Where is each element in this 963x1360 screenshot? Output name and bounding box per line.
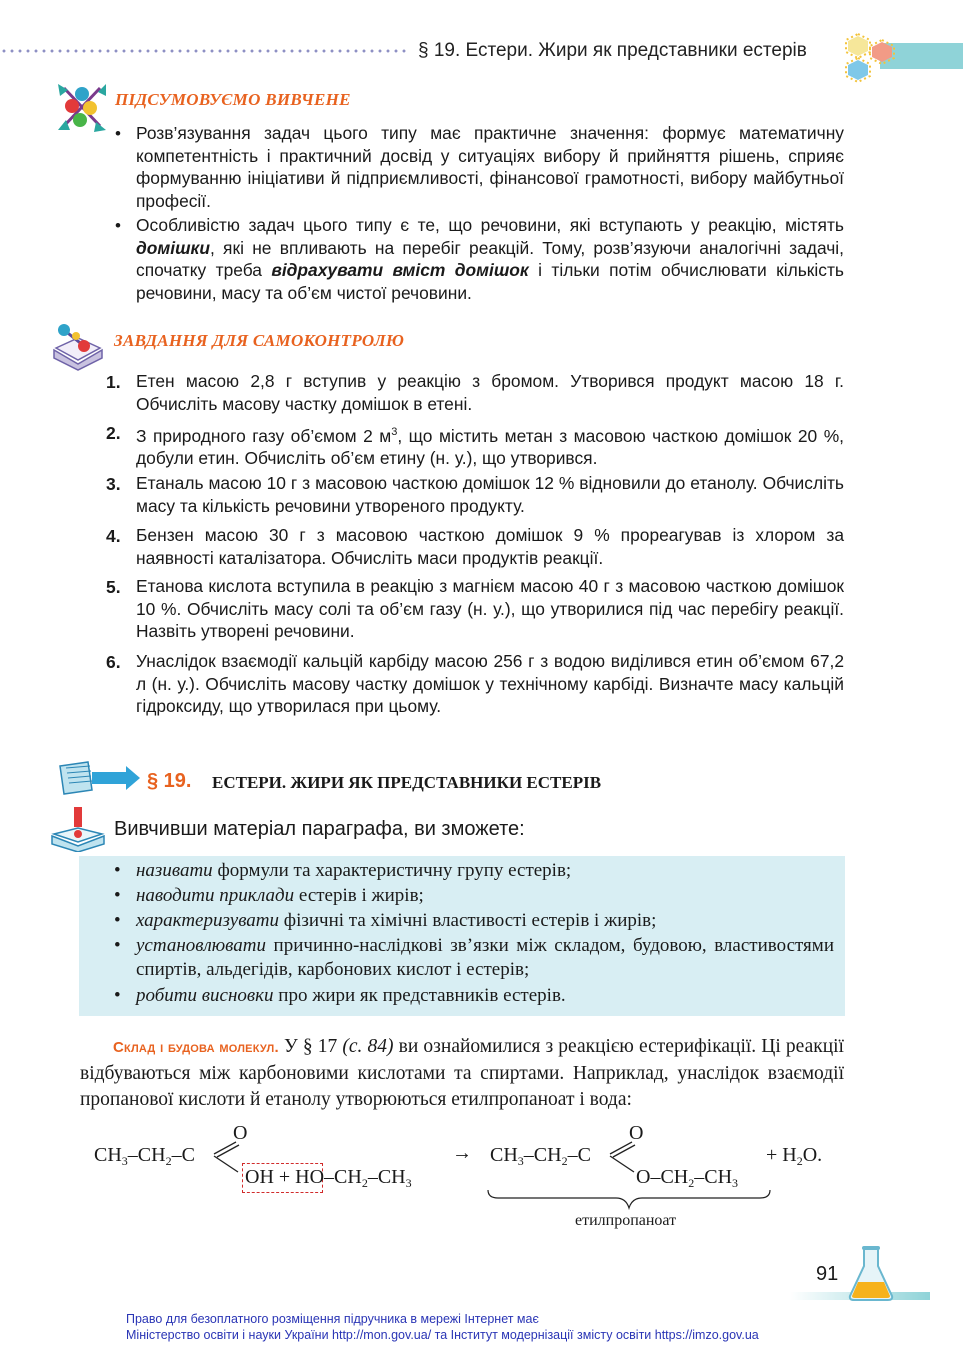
product-brace <box>484 1188 774 1212</box>
carbonyl-bonds-left <box>212 1140 242 1174</box>
bullet-dot: • <box>115 124 121 143</box>
ester-alkoxy-group: $O-CH_2-CH_3$ <box>636 1166 739 1190</box>
acid-formula: $CH_3-CH_2-C$ <box>94 1144 195 1168</box>
page-number: 91 <box>816 1263 839 1285</box>
task-6: Унаслідок взаємодії кальцій карбіду масою 256 г з водою виділився етин об’ємом 67,2 л (н. у.). Обчисліть масову частку домішок у технічному карбіді. Визначте масу кальцій гідроксиду, що утворилася при цьому. <box>136 651 844 716</box>
task-4: Бензен масою 30 г з масовою часткою домішок 9 % прореагував із хлором за наявності каталізатора. Обчисліть маси продуктів реакції. <box>136 525 844 568</box>
summary-icon <box>54 80 110 134</box>
goal-1: називати формули та характеристичну групу естерів; <box>136 860 572 881</box>
task-number: 5. <box>106 577 121 597</box>
goal-bullet: • <box>114 910 121 931</box>
section-number: § 19. <box>147 770 192 792</box>
goal-4: установлювати причинно-наслідкові зв’язки між складом, будовою, властивостями спиртів, альдегідів, карбонових кислот і естерів; <box>136 935 834 980</box>
task-3: Етаналь масою 10 г з масовою часткою домішок 12 % відновили до етанолу. Обчисліть масу та кількість речовини утвореного продукту. <box>136 473 844 516</box>
oxygen-right: O <box>629 1122 644 1144</box>
task-number: 2. <box>106 423 121 443</box>
brace-label: етилпропаноат <box>575 1212 677 1229</box>
ester-formula: $CH_3-CH_2-C$ <box>490 1144 591 1168</box>
task-number: 4. <box>106 526 121 546</box>
section-intro: Вивчивши матеріал параграфа, ви зможете: <box>114 818 525 840</box>
oxygen-left: O <box>233 1122 248 1144</box>
section-title: ЕСТЕРИ. ЖИРИ ЯК ПРЕДСТАВНИКИ ЕСТЕРІВ <box>212 773 602 792</box>
goal-3: характеризувати фізичні та хімічні властивості естерів і жирів; <box>136 910 657 931</box>
body-paragraph: Склад і будова молекул. У § 17 (с. 84) ви ознайомилися з реакцією естерифікації. Ці реакції відбуваються між карбоновими кислотами та спиртами. Наприклад, унаслідок взаємодії пропанової кислоти й етанолу утворюються етилпропаноат і вода: <box>80 1036 844 1110</box>
bullet-dot: • <box>115 216 121 235</box>
book-arrow-icon <box>58 760 142 796</box>
header-dotted-rule <box>0 49 410 53</box>
summary-bullet-1: Розв’язування задач цього типу має практичне значення: формує математичну компетентність і практичний досвід у ситуаціях вибору й прийняття рішень, сприяє формуванню ініціативи й підприємливості, фінансової грамотності, вибору майбутньої професії. <box>136 123 844 211</box>
goal-bullet: • <box>114 885 121 906</box>
acid-alcohol-groups: OH + $HO-CH_2-CH_3$ <box>245 1166 412 1190</box>
summary-heading: ПІДСУМОВУЄМО ВИВЧЕНЕ <box>115 90 351 109</box>
carbonyl-bonds-right <box>608 1140 638 1174</box>
molecule-icon <box>840 28 902 86</box>
footer-line-1: Право для безоплатного розміщення підручника в мережі Інтернет має <box>126 1312 539 1326</box>
goal-2: наводити приклади естерів і жирів; <box>136 885 424 906</box>
attention-book-icon <box>50 806 108 852</box>
water-product: + $H_2O$. <box>766 1144 823 1168</box>
task-1: Етен масою 2,8 г вступив у реакцію з бромом. Утворився продукт масою 18 г. Обчисліть масову частку домішок в етені. <box>136 371 844 414</box>
goal-bullet: • <box>114 860 121 881</box>
goal-5: робити висновки про жири як представників естерів. <box>136 985 566 1006</box>
selfcheck-heading: ЗАВДАННЯ ДЛЯ САМОКОНТРОЛЮ <box>114 331 405 350</box>
body-lead: Склад і будова молекул. <box>113 1039 279 1056</box>
footer-line-2: Міністерство освіти і науки України http://mon.gov.ua/ та Інститут модернізації змісту освіти https://imzo.gov.ua <box>126 1328 759 1342</box>
goal-bullet: • <box>114 985 121 1006</box>
task-number: 3. <box>106 474 121 494</box>
running-title: § 19. Естери. Жири як представники естерів <box>418 40 807 61</box>
selfcheck-icon <box>50 320 106 372</box>
reaction-arrow: → <box>452 1142 472 1164</box>
task-2: З природного газу об’ємом 2 $м^3$, що містить метан з масовою часткою домішок 20 %, добули етин. Обчисліть об’єм етину (н. у.), що утворився. <box>136 425 844 469</box>
task-5: Етанова кислота вступила в реакцію з магнієм масою 40 г з масовою часткою домішок 10 %. Обчисліть масу солі та об’єм газу (н. у.), що утворилися під час перебігу реакції. Назвіть утворені речовини. <box>136 576 844 641</box>
task-number: 6. <box>106 652 121 672</box>
summary-bullet-2: Особливістю задач цього типу є те, що речовини, які вступають у реакцію, містять домішки, які не впливають на перебіг реакцій. Тому, розв’язуючи аналогічні задачі, спочатку треба відрахувати вміст домішок і тільки потім обчислювати кількість речовини, масу та об’єм чистої речовини. <box>136 215 844 303</box>
flask-icon <box>848 1246 894 1302</box>
task-number: 1. <box>106 372 121 392</box>
goal-bullet: • <box>114 935 121 956</box>
